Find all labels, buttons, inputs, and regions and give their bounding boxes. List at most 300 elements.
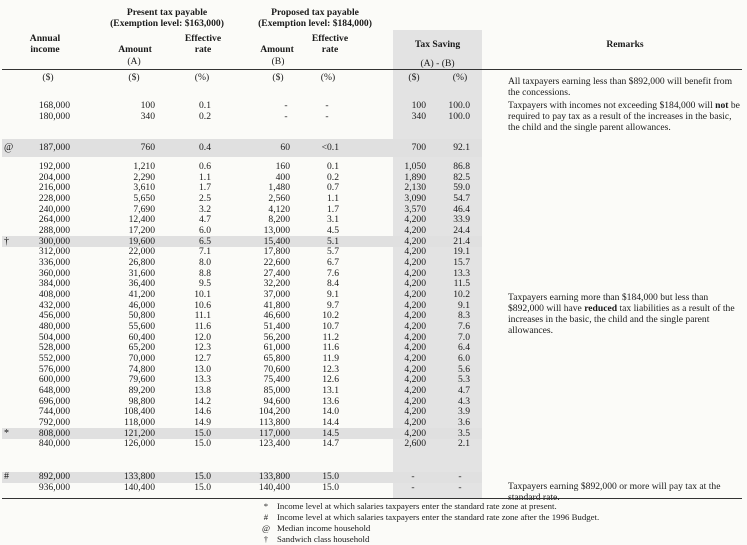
saving-amount-cell: 4,200 xyxy=(404,299,426,311)
income-cell: 808,000 xyxy=(38,427,70,439)
remark-no-tax xyxy=(508,100,744,133)
proposed-amount-cell: 1,480 xyxy=(268,182,290,194)
proposed-rate-cell: 10.7 xyxy=(322,320,339,332)
table-row xyxy=(0,301,490,311)
saving-amount-cell: 340 xyxy=(411,110,426,122)
present-amount-cell: 12,400 xyxy=(128,214,155,226)
footnote-text: Sandwich class household xyxy=(277,534,370,544)
saving-pct-cell: 82.5 xyxy=(453,171,470,183)
present-amount-cell: 36,400 xyxy=(128,278,155,290)
proposed-tax-header-line1: Proposed tax payable xyxy=(271,7,359,18)
income-cell: 576,000 xyxy=(38,363,70,375)
present-rate-cell: 6.5 xyxy=(199,235,211,247)
present-amount-cell: 2,290 xyxy=(133,171,155,183)
col-b-label: (B) xyxy=(271,56,285,67)
tax-saving-header: Tax Saving xyxy=(414,39,461,50)
table-row xyxy=(0,247,490,257)
present-amount-cell: 89,200 xyxy=(128,384,155,396)
saving-amount-cell: 4,200 xyxy=(404,224,426,236)
present-rate-cell: 12.0 xyxy=(194,331,211,343)
proposed-rate-header xyxy=(305,34,355,55)
present-amount-cell: 760 xyxy=(140,142,155,153)
income-cell: 168,000 xyxy=(38,100,70,111)
present-rate-cell: 12.7 xyxy=(194,352,211,364)
proposed-rate-cell: 1.1 xyxy=(327,192,339,204)
present-amount-cell: 70,000 xyxy=(128,352,155,364)
proposed-rate-cell: 9.7 xyxy=(327,299,339,311)
proposed-amount-cell: 46,600 xyxy=(263,310,290,322)
table-row xyxy=(0,322,490,332)
present-rate-cell: 12.3 xyxy=(194,342,211,354)
income-cell: 504,000 xyxy=(38,331,70,343)
table-row xyxy=(0,397,490,407)
saving-pct-cell: 2.1 xyxy=(458,438,470,450)
table-row xyxy=(0,215,490,225)
income-cell: 840,000 xyxy=(38,438,70,450)
income-cell: 192,000 xyxy=(38,161,70,172)
saving-pct-cell: 15.7 xyxy=(453,256,470,268)
present-rate-cell: 8.0 xyxy=(199,256,211,268)
saving-amount-cell: 2,600 xyxy=(404,438,426,450)
saving-amount-cell: 4,200 xyxy=(404,235,426,247)
present-rate-cell: 2.5 xyxy=(199,192,211,204)
present-amount-cell: 118,000 xyxy=(124,416,155,428)
table-row xyxy=(0,343,490,353)
present-amount-cell: 1,210 xyxy=(133,161,155,172)
proposed-amount-cell: 56,200 xyxy=(263,331,290,343)
present-amount-cell: 19,600 xyxy=(128,235,155,247)
present-rate-cell: 15.0 xyxy=(194,438,211,450)
saving-amount-cell: 4,200 xyxy=(404,406,426,418)
proposed-rate-cell: 12.3 xyxy=(322,363,339,375)
saving-pct-cell: 9.1 xyxy=(458,299,470,311)
proposed-amount-cell: 51,400 xyxy=(263,320,290,332)
table-row xyxy=(0,365,490,375)
proposed-amount-cell: 140,400 xyxy=(258,481,290,493)
proposed-rate-cell: 13.6 xyxy=(322,395,339,407)
table-row xyxy=(0,418,490,428)
proposed-rate-cell: - xyxy=(325,110,329,122)
proposed-amount-cell: 41,800 xyxy=(263,299,290,311)
a-minus-b-label: (A) - (B) xyxy=(420,58,455,69)
present-rate-cell: 14.6 xyxy=(194,406,211,418)
proposed-amount-cell: 15,400 xyxy=(263,235,290,247)
income-cell: 300,000 xyxy=(38,235,70,247)
present-amount-cell: 7,690 xyxy=(133,203,155,215)
proposed-tax-header-line2: (Exemption level: $184,000) xyxy=(258,17,372,29)
present-amount-cell: 140,400 xyxy=(123,481,155,493)
table-row xyxy=(0,226,490,236)
proposed-rate-cell: 14.4 xyxy=(322,416,339,428)
saving-pct-cell: - xyxy=(458,471,462,482)
present-amount-cell: 17,200 xyxy=(128,224,155,236)
proposed-rate-cell: - xyxy=(325,100,329,111)
table-row xyxy=(0,354,490,364)
proposed-amount-cell: 65,800 xyxy=(263,352,290,364)
present-amount-cell: 41,200 xyxy=(128,288,155,300)
proposed-amount-cell: 160 xyxy=(275,161,290,172)
present-rate-cell: 10.6 xyxy=(194,299,211,311)
proposed-amount-cell: 8,200 xyxy=(268,214,290,226)
saving-pct-cell: - xyxy=(458,481,462,493)
income-cell: 408,000 xyxy=(38,288,70,300)
present-amount-cell: 108,400 xyxy=(123,406,155,418)
table-row xyxy=(0,162,490,172)
table-row xyxy=(0,183,490,193)
proposed-amount-cell: 61,000 xyxy=(263,342,290,354)
income-cell: 264,000 xyxy=(38,214,70,226)
proposed-amount-header: Amount xyxy=(260,44,294,55)
table-row xyxy=(0,439,490,449)
proposed-amount-cell: 2,560 xyxy=(268,192,290,204)
table-row xyxy=(0,333,490,343)
header-rule xyxy=(2,69,742,70)
income-cell: 312,000 xyxy=(38,246,70,258)
present-rate-cell: 15.0 xyxy=(194,471,211,482)
saving-amount-cell: - xyxy=(411,471,415,482)
proposed-rate-header-line1: Effective xyxy=(311,33,349,44)
present-rate-cell: 0.4 xyxy=(199,142,211,153)
income-cell: 528,000 xyxy=(38,342,70,354)
income-cell: 552,000 xyxy=(38,352,70,364)
row-marker: @ xyxy=(4,142,14,153)
proposed-amount-cell: 4,120 xyxy=(268,203,290,215)
present-amount-cell: 46,000 xyxy=(128,299,155,311)
proposed-rate-cell: 10.2 xyxy=(322,310,339,322)
present-amount-cell: 121,200 xyxy=(123,427,155,439)
saving-amount-cell: 3,090 xyxy=(404,192,426,204)
proposed-amount-cell: 133,800 xyxy=(258,471,290,482)
present-amount-cell: 60,400 xyxy=(128,331,155,343)
saving-amount-cell: 4,200 xyxy=(404,320,426,332)
proposed-amount-cell: 104,200 xyxy=(258,406,290,418)
footnote-text: Income level at which salaries taxpayers enter the standard rate zone after the 1996 Budget. xyxy=(277,512,600,522)
table-row xyxy=(0,205,490,215)
footnote-line xyxy=(255,523,370,534)
present-rate-cell: 8.8 xyxy=(199,267,211,279)
present-rate-cell: 14.9 xyxy=(194,416,211,428)
saving-pct-cell: 19.1 xyxy=(453,246,470,258)
remark-no-tax-bold: not xyxy=(715,100,729,111)
proposed-rate-cell: 5.1 xyxy=(327,235,339,247)
present-rate-cell: 0.1 xyxy=(199,100,211,111)
proposed-rate-cell: 12.6 xyxy=(322,374,339,386)
saving-amount-cell: 4,200 xyxy=(404,416,426,428)
saving-pct-cell: 7.0 xyxy=(458,331,470,343)
footnote-symbol: * xyxy=(263,501,269,511)
table-row xyxy=(0,472,490,482)
saving-pct-cell: 24.4 xyxy=(453,224,470,236)
present-amount-cell: 65,200 xyxy=(128,342,155,354)
present-rate-cell: 9.5 xyxy=(199,278,211,290)
present-rate-cell: 0.2 xyxy=(199,110,211,122)
annual-income-header-line1: Annual xyxy=(29,33,61,44)
proposed-amount-cell: 400 xyxy=(275,171,290,183)
saving-pct-cell: 33.9 xyxy=(453,214,470,226)
saving-amount-cell: 4,200 xyxy=(404,363,426,375)
proposed-amount-cell: 85,000 xyxy=(263,384,290,396)
table-row xyxy=(0,101,490,111)
present-rate-cell: 15.0 xyxy=(194,481,211,493)
income-cell: 360,000 xyxy=(38,267,70,279)
proposed-amount-cell: 32,200 xyxy=(263,278,290,290)
footnote-text: Income level at which salaries taxpayers enter the standard rate zone at present. xyxy=(277,501,557,511)
saving-pct-cell: 5.6 xyxy=(458,363,470,375)
present-rate-cell: 10.1 xyxy=(194,288,211,300)
saving-amount-cell: 4,200 xyxy=(404,288,426,300)
saving-amount-cell: 1,050 xyxy=(404,161,426,172)
saving-pct-cell: 100.0 xyxy=(448,100,470,111)
proposed-rate-cell: 4.5 xyxy=(327,224,339,236)
proposed-amount-cell: 13,000 xyxy=(263,224,290,236)
income-cell: 792,000 xyxy=(38,416,70,428)
present-tax-header xyxy=(92,8,242,29)
saving-pct-cell: 13.3 xyxy=(453,267,470,279)
row-marker: # xyxy=(4,471,9,482)
saving-pct-cell: 46.4 xyxy=(453,203,470,215)
proposed-rate-cell: 14.0 xyxy=(322,406,339,418)
proposed-amount-cell: 37,000 xyxy=(263,288,290,300)
proposed-amount-cell: 94,600 xyxy=(263,395,290,407)
present-tax-header-line2: (Exemption level: $163,000) xyxy=(110,17,224,29)
table-row xyxy=(0,290,490,300)
saving-amount-cell: 4,200 xyxy=(404,214,426,226)
present-amount-cell: 133,800 xyxy=(123,471,155,482)
remark-reduced-part1: Taxpayers earning more than $184,000 but less than $892,000 will have xyxy=(508,292,709,314)
income-cell: 696,000 xyxy=(38,395,70,407)
saving-amount-cell: 4,200 xyxy=(404,384,426,396)
remark-reduced-bold: reduced xyxy=(584,303,618,314)
footnote-line xyxy=(255,534,369,545)
col-a-label: (A) xyxy=(127,56,141,67)
proposed-amount-cell: - xyxy=(284,110,288,122)
income-cell: 216,000 xyxy=(38,182,70,194)
remark-reduced-tax xyxy=(508,292,744,336)
saving-pct-cell: 92.1 xyxy=(453,142,470,153)
unit-saving-amount: ($) xyxy=(408,72,420,83)
table-row xyxy=(0,258,490,268)
remark-all-benefit: All taxpayers earning less than $892,000 will benefit from the concessions. xyxy=(508,76,733,98)
income-cell: 180,000 xyxy=(38,110,70,122)
saving-amount-cell: - xyxy=(411,481,415,493)
proposed-amount-cell: 17,800 xyxy=(263,246,290,258)
saving-pct-cell: 6.4 xyxy=(458,342,470,354)
saving-pct-cell: 7.6 xyxy=(458,320,470,332)
saving-amount-cell: 4,200 xyxy=(404,246,426,258)
present-amount-cell: 100 xyxy=(140,100,155,111)
table-row xyxy=(0,112,490,122)
income-cell: 480,000 xyxy=(38,320,70,332)
remarks-header: Remarks xyxy=(606,39,644,50)
unit-proposed-rate: (%) xyxy=(320,72,336,83)
footer-rule xyxy=(2,498,742,499)
present-rate-header xyxy=(178,34,228,55)
row-marker: † xyxy=(4,235,9,247)
present-rate-cell: 13.0 xyxy=(194,363,211,375)
proposed-rate-cell: 7.6 xyxy=(327,267,339,279)
present-rate-cell: 3.2 xyxy=(199,203,211,215)
present-amount-cell: 50,800 xyxy=(128,310,155,322)
present-amount-cell: 126,000 xyxy=(123,438,155,450)
saving-amount-cell: 4,200 xyxy=(404,267,426,279)
saving-amount-cell: 1,890 xyxy=(404,171,426,183)
income-cell: 204,000 xyxy=(38,171,70,183)
proposed-rate-cell: 11.2 xyxy=(322,331,339,343)
saving-pct-cell: 5.3 xyxy=(458,374,470,386)
remark-reduced-part2: tax liabilities as a result of the increases in the basic, the child and the single parent allowances. xyxy=(508,303,735,336)
table-row xyxy=(0,386,490,396)
table-row xyxy=(0,407,490,417)
saving-amount-cell: 4,200 xyxy=(404,352,426,364)
present-rate-cell: 13.3 xyxy=(194,374,211,386)
present-rate-cell: 4.7 xyxy=(199,214,211,226)
remark-no-tax-part1: Taxpayers with incomes not exceeding $184,000 will xyxy=(508,100,716,111)
present-rate-cell: 0.6 xyxy=(199,161,211,172)
income-cell: 187,000 xyxy=(38,142,70,153)
proposed-rate-cell: 8.4 xyxy=(327,278,339,290)
unit-saving-pct: (%) xyxy=(452,72,468,83)
saving-amount-cell: 4,200 xyxy=(404,331,426,343)
saving-pct-cell: 4.3 xyxy=(458,395,470,407)
saving-pct-cell: 6.0 xyxy=(458,352,470,364)
income-cell: 336,000 xyxy=(38,256,70,268)
proposed-rate-cell: 15.0 xyxy=(322,481,339,493)
present-tax-header-line1: Present tax payable xyxy=(126,7,208,18)
proposed-rate-cell: 6.7 xyxy=(327,256,339,268)
saving-pct-cell: 100.0 xyxy=(448,110,470,122)
saving-pct-cell: 3.6 xyxy=(458,416,470,428)
table-row xyxy=(0,429,490,439)
saving-pct-cell: 10.2 xyxy=(453,288,470,300)
proposed-rate-cell: 14.7 xyxy=(322,438,339,450)
proposed-rate-cell: <0.1 xyxy=(321,142,339,153)
unit-present-amount: ($) xyxy=(128,72,140,83)
present-rate-cell: 7.1 xyxy=(199,246,211,258)
proposed-amount-cell: 113,800 xyxy=(259,416,290,428)
proposed-amount-cell: 117,000 xyxy=(259,427,290,439)
income-cell: 600,000 xyxy=(38,374,70,386)
unit-income: ($) xyxy=(42,72,54,83)
proposed-amount-cell: 22,600 xyxy=(263,256,290,268)
proposed-rate-cell: 3.1 xyxy=(327,214,339,226)
proposed-rate-cell: 13.1 xyxy=(322,384,339,396)
proposed-rate-cell: 1.7 xyxy=(327,203,339,215)
table-row xyxy=(0,269,490,279)
table-row xyxy=(0,311,490,321)
present-rate-cell: 13.8 xyxy=(194,384,211,396)
present-amount-cell: 5,650 xyxy=(133,192,155,204)
present-amount-cell: 31,600 xyxy=(128,267,155,279)
saving-pct-cell: 4.7 xyxy=(458,384,470,396)
saving-amount-cell: 4,200 xyxy=(404,374,426,386)
present-rate-cell: 6.0 xyxy=(199,224,211,236)
saving-pct-cell: 3.9 xyxy=(458,406,470,418)
proposed-rate-cell: 9.1 xyxy=(327,288,339,300)
income-cell: 936,000 xyxy=(38,481,70,493)
saving-amount-cell: 4,200 xyxy=(404,342,426,354)
present-rate-cell: 1.1 xyxy=(199,171,211,183)
proposed-rate-cell: 0.7 xyxy=(327,182,339,194)
footnote-line xyxy=(255,501,557,512)
proposed-rate-header-line2: rate xyxy=(321,43,339,55)
proposed-rate-cell: 0.2 xyxy=(327,171,339,183)
proposed-rate-cell: 11.9 xyxy=(322,352,339,364)
annual-income-header-line2: income xyxy=(30,43,60,55)
present-rate-cell: 1.7 xyxy=(199,182,211,194)
income-cell: 744,000 xyxy=(38,406,70,418)
present-rate-cell: 15.0 xyxy=(194,427,211,439)
proposed-rate-cell: 5.7 xyxy=(327,246,339,258)
proposed-amount-cell: 60 xyxy=(280,142,290,153)
annual-income-header xyxy=(10,34,80,55)
present-rate-header-line2: rate xyxy=(194,43,212,55)
saving-pct-cell: 8.3 xyxy=(458,310,470,322)
footnote-line xyxy=(255,512,599,523)
proposed-rate-cell: 0.1 xyxy=(327,161,339,172)
present-amount-cell: 340 xyxy=(140,110,155,122)
saving-amount-cell: 100 xyxy=(411,100,426,111)
income-cell: 648,000 xyxy=(38,384,70,396)
present-amount-cell: 74,800 xyxy=(128,363,155,375)
proposed-rate-cell: 15.0 xyxy=(322,471,339,482)
saving-amount-cell: 4,200 xyxy=(404,395,426,407)
table-row xyxy=(0,279,490,289)
footnote-symbol: † xyxy=(263,534,269,544)
proposed-amount-cell: 75,400 xyxy=(263,374,290,386)
income-cell: 288,000 xyxy=(38,224,70,236)
table-row xyxy=(0,194,490,204)
unit-proposed-amount: ($) xyxy=(272,72,284,83)
income-cell: 432,000 xyxy=(38,299,70,311)
footnote-symbol: # xyxy=(263,512,269,522)
proposed-amount-cell: 123,400 xyxy=(258,438,290,450)
table-row xyxy=(0,375,490,385)
saving-amount-cell: 700 xyxy=(411,142,426,153)
table-row xyxy=(0,483,490,493)
income-cell: 384,000 xyxy=(38,278,70,290)
table-row xyxy=(0,237,490,247)
proposed-amount-cell: 27,400 xyxy=(263,267,290,279)
saving-amount-cell: 2,130 xyxy=(404,182,426,194)
present-rate-cell: 11.1 xyxy=(194,310,211,322)
remark-no-tax-part2: be required to pay tax as a result of the increases in the basic, the child and the single parent allowances. xyxy=(508,100,740,133)
present-amount-header: Amount xyxy=(118,44,152,55)
proposed-amount-cell: - xyxy=(284,100,288,111)
present-amount-cell: 3,610 xyxy=(133,182,155,194)
row-marker: * xyxy=(4,427,9,439)
income-cell: 456,000 xyxy=(38,310,70,322)
footnote-symbol: @ xyxy=(261,523,271,533)
saving-pct-cell: 3.5 xyxy=(458,427,470,439)
saving-amount-cell: 4,200 xyxy=(404,427,426,439)
table-row xyxy=(0,173,490,183)
proposed-rate-cell: 14.5 xyxy=(322,427,339,439)
present-rate-cell: 14.2 xyxy=(194,395,211,407)
present-amount-cell: 55,600 xyxy=(128,320,155,332)
proposed-amount-cell: 70,600 xyxy=(263,363,290,375)
present-amount-cell: 79,600 xyxy=(128,374,155,386)
income-cell: 240,000 xyxy=(38,203,70,215)
table-row xyxy=(0,143,490,153)
footnote-text: Median income household xyxy=(277,523,371,533)
unit-present-rate: (%) xyxy=(194,72,210,83)
proposed-rate-cell: 11.6 xyxy=(322,342,339,354)
saving-amount-cell: 3,570 xyxy=(404,203,426,215)
present-amount-cell: 26,800 xyxy=(128,256,155,268)
saving-pct-cell: 86.8 xyxy=(453,161,470,172)
saving-pct-cell: 11.5 xyxy=(453,278,470,290)
present-amount-cell: 98,800 xyxy=(128,395,155,407)
